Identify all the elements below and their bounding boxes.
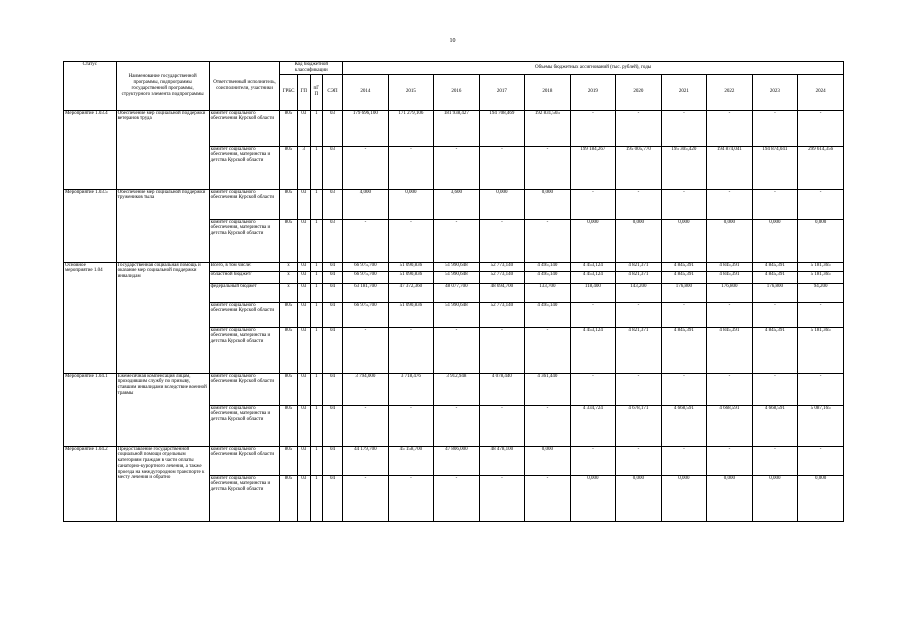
- value-cell: 199 184,267: [570, 146, 616, 189]
- value-cell: 4 845,391: [707, 327, 753, 373]
- value-cell: -: [343, 405, 389, 446]
- header-name: Наименование государственной программы, подпрограммы государственной программы, структурного элемента подпрограммы: [116, 62, 209, 111]
- value-cell: 51 990,648: [434, 271, 480, 283]
- name-cell: Предоставление государственной социальной помощи отдельным категориям граждан в части оплаты санаторно-курортного лечения, а также проезда на междугородном транспорте к месту лечения и обратно: [116, 446, 209, 521]
- value-cell: 176,800: [661, 283, 707, 302]
- value-cell: 194 708,469: [479, 110, 525, 146]
- responsible-cell: комитет социального обеспечения, материнства и детства Курской области: [209, 146, 280, 189]
- value-cell: -: [525, 219, 571, 262]
- code-cell: 1: [310, 283, 322, 302]
- responsible-cell: комитет социального обеспечения Курской области: [209, 110, 280, 146]
- value-cell: 4 821,371: [616, 262, 662, 271]
- value-cell: 4 078,440: [479, 373, 525, 405]
- code-cell: 03: [322, 219, 342, 262]
- value-cell: -: [661, 446, 707, 475]
- value-cell: -: [661, 189, 707, 219]
- value-cell: -: [479, 327, 525, 373]
- responsible-cell: комитет социального обеспечения, материнства и детства Курской области: [209, 475, 280, 521]
- code-cell: 1: [310, 110, 322, 146]
- table-row: [64, 373, 844, 405]
- responsible-cell: комитет социального обеспечения Курской области: [209, 302, 280, 327]
- value-cell: 4 453,124: [570, 271, 616, 283]
- value-cell: -: [434, 405, 480, 446]
- value-cell: 0,000: [752, 475, 798, 521]
- code-cell: 04: [322, 262, 342, 271]
- value-cell: 4 453,124: [570, 327, 616, 373]
- value-cell: 51 090,836: [388, 302, 434, 327]
- table-row: [64, 262, 844, 271]
- value-cell: 3 912,948: [434, 373, 480, 405]
- value-cell: 0,000: [570, 219, 616, 262]
- value-cell: 0,000: [479, 189, 525, 219]
- status-cell: Мероприятие 1.04.2: [64, 446, 117, 521]
- value-cell: 4 495,140: [525, 302, 571, 327]
- code-cell: 04: [322, 283, 342, 302]
- value-cell: -: [525, 146, 571, 189]
- value-cell: -: [798, 302, 844, 327]
- table-row: [64, 189, 844, 219]
- value-cell: 4 668,591: [707, 405, 753, 446]
- value-cell: 4 845,391: [752, 271, 798, 283]
- status-cell: Основное мероприятие 1.04: [64, 262, 117, 373]
- value-cell: 44 179,700: [343, 446, 389, 475]
- code-cell: 04: [322, 373, 342, 405]
- value-cell: -: [616, 110, 662, 146]
- value-cell: -: [479, 146, 525, 189]
- value-cell: 4 821,371: [616, 327, 662, 373]
- header-row-1: [64, 62, 844, 75]
- value-cell: -: [570, 302, 616, 327]
- code-cell: 03: [297, 446, 310, 475]
- value-cell: 195 005,770: [616, 146, 662, 189]
- code-cell: 04: [322, 405, 342, 446]
- value-cell: -: [388, 475, 434, 521]
- value-cell: 4 845,391: [752, 327, 798, 373]
- code-cell: 1: [310, 373, 322, 405]
- value-cell: 52 773,140: [479, 262, 525, 271]
- value-cell: 143,200: [616, 283, 662, 302]
- value-cell: -: [525, 327, 571, 373]
- responsible-cell: комитет социального обеспечения Курской области: [209, 189, 280, 219]
- status-cell: Мероприятие 1.04.1: [64, 373, 117, 446]
- code-cell: 805: [280, 219, 297, 262]
- value-cell: -: [434, 327, 480, 373]
- header-year: 2016: [434, 74, 480, 110]
- value-cell: -: [388, 327, 434, 373]
- status-cell: Мероприятие 1.03.4: [64, 110, 117, 189]
- value-cell: -: [479, 219, 525, 262]
- value-cell: -: [616, 189, 662, 219]
- value-cell: 0,000: [798, 475, 844, 521]
- value-cell: 66 975,700: [343, 302, 389, 327]
- status-cell: Мероприятие 1.03.5: [64, 189, 117, 262]
- header-code: СЭП: [322, 74, 342, 110]
- value-cell: 194 874,041: [707, 146, 753, 189]
- code-cell: 03: [297, 189, 310, 219]
- code-cell: 04: [322, 302, 342, 327]
- value-cell: 0,000: [570, 475, 616, 521]
- value-cell: -: [707, 446, 753, 475]
- header-code: пГП: [310, 74, 322, 110]
- code-cell: x: [280, 271, 297, 283]
- header-year: 2023: [752, 74, 798, 110]
- value-cell: 5 181,365: [798, 327, 844, 373]
- value-cell: 48 077,700: [434, 283, 480, 302]
- value-cell: 4 453,124: [570, 262, 616, 271]
- header-year: 2014: [343, 74, 389, 110]
- value-cell: -: [798, 373, 844, 405]
- code-cell: 1: [310, 302, 322, 327]
- value-cell: 0,000: [798, 219, 844, 262]
- value-cell: 0,000: [388, 189, 434, 219]
- value-cell: 192 831,565: [525, 110, 571, 146]
- value-cell: 4 845,391: [661, 327, 707, 373]
- code-cell: 805: [280, 302, 297, 327]
- responsible-cell: комитет социального обеспечения, материнства и детства Курской области: [209, 219, 280, 262]
- value-cell: -: [343, 219, 389, 262]
- value-cell: 5 087,165: [798, 405, 844, 446]
- value-cell: -: [388, 219, 434, 262]
- value-cell: 194 874,041: [752, 146, 798, 189]
- code-cell: 04: [322, 446, 342, 475]
- value-cell: -: [707, 373, 753, 405]
- value-cell: -: [661, 302, 707, 327]
- value-cell: 4 495,140: [525, 262, 571, 271]
- value-cell: -: [434, 475, 480, 521]
- header-year: 2021: [661, 74, 707, 110]
- responsible-cell: комитет социального обеспечения, материнства и детства Курской области: [209, 405, 280, 446]
- code-cell: 03: [322, 189, 342, 219]
- value-cell: -: [752, 446, 798, 475]
- value-cell: 3 718,476: [388, 373, 434, 405]
- code-cell: 805: [280, 446, 297, 475]
- budget-table: [63, 61, 844, 522]
- value-cell: 48 478,100: [479, 446, 525, 475]
- value-cell: 4 668,591: [752, 405, 798, 446]
- value-cell: -: [570, 373, 616, 405]
- code-cell: 1: [310, 271, 322, 283]
- header-code-group: Код бюджетной классификации: [280, 62, 343, 75]
- value-cell: 4 845,391: [661, 262, 707, 271]
- value-cell: 0,000: [616, 219, 662, 262]
- header-year: 2015: [388, 74, 434, 110]
- code-cell: 1: [310, 446, 322, 475]
- table-row: [64, 110, 844, 146]
- value-cell: 176,800: [707, 283, 753, 302]
- code-cell: 03: [322, 110, 342, 146]
- value-cell: -: [661, 110, 707, 146]
- code-cell: 805: [280, 327, 297, 373]
- value-cell: 3,600: [434, 189, 480, 219]
- value-cell: 5 181,365: [798, 271, 844, 283]
- value-cell: 181 938,427: [434, 110, 480, 146]
- code-cell: 03: [297, 475, 310, 521]
- code-cell: 1: [310, 189, 322, 219]
- value-cell: -: [570, 110, 616, 146]
- code-cell: 805: [280, 146, 297, 189]
- name-cell: Обеспечение мер социальной поддержки ветеранов труда: [116, 110, 209, 189]
- value-cell: -: [661, 373, 707, 405]
- value-cell: 51 090,836: [388, 262, 434, 271]
- value-cell: -: [798, 110, 844, 146]
- responsible-cell: федеральный бюджет: [209, 283, 280, 302]
- value-cell: -: [434, 146, 480, 189]
- code-cell: 1: [310, 146, 322, 189]
- value-cell: -: [570, 446, 616, 475]
- value-cell: 0,000: [707, 475, 753, 521]
- value-cell: -: [616, 302, 662, 327]
- responsible-cell: Всего, в том числе:: [209, 262, 280, 271]
- name-cell: Обеспечение мер социальной поддержки тружеников тыла: [116, 189, 209, 262]
- value-cell: 4 845,391: [707, 262, 753, 271]
- value-cell: 4 495,140: [525, 271, 571, 283]
- value-cell: -: [434, 219, 480, 262]
- code-cell: 3: [297, 146, 310, 189]
- value-cell: 176,800: [752, 283, 798, 302]
- header-amounts-group: Объемы бюджетных ассигнований (тыс. рублей), годы: [343, 62, 844, 75]
- value-cell: 66 975,700: [343, 271, 389, 283]
- code-cell: 03: [297, 271, 310, 283]
- code-cell: 03: [297, 219, 310, 262]
- value-cell: 52 773,140: [479, 302, 525, 327]
- value-cell: 63 181,700: [343, 283, 389, 302]
- code-cell: 1: [310, 405, 322, 446]
- value-cell: -: [752, 302, 798, 327]
- value-cell: -: [525, 475, 571, 521]
- value-cell: 0,000: [525, 446, 571, 475]
- value-cell: 0,000: [752, 219, 798, 262]
- code-cell: 1: [310, 475, 322, 521]
- value-cell: 0,000: [525, 189, 571, 219]
- value-cell: -: [616, 446, 662, 475]
- value-cell: 299 614,356: [798, 146, 844, 189]
- value-cell: -: [752, 189, 798, 219]
- code-cell: x: [280, 262, 297, 271]
- value-cell: 5 181,365: [798, 262, 844, 271]
- value-cell: -: [343, 146, 389, 189]
- value-cell: 52 773,140: [479, 271, 525, 283]
- responsible-cell: комитет социального обеспечения Курской области: [209, 446, 280, 475]
- value-cell: 4 845,391: [661, 271, 707, 283]
- value-cell: 4 845,391: [752, 262, 798, 271]
- value-cell: 0,000: [661, 475, 707, 521]
- value-cell: -: [798, 189, 844, 219]
- value-cell: 0,000: [661, 219, 707, 262]
- value-cell: -: [616, 373, 662, 405]
- code-cell: 03: [297, 283, 310, 302]
- value-cell: 4 361,440: [525, 373, 571, 405]
- value-cell: 51 090,836: [388, 271, 434, 283]
- value-cell: 51 990,648: [434, 302, 480, 327]
- header-status: Статус: [64, 62, 117, 111]
- value-cell: 4 678,171: [616, 405, 662, 446]
- header-year: 2022: [707, 74, 753, 110]
- code-cell: 04: [322, 475, 342, 521]
- code-cell: 1: [310, 262, 322, 271]
- code-cell: 805: [280, 475, 297, 521]
- value-cell: 4,000: [343, 189, 389, 219]
- code-cell: x: [280, 283, 297, 302]
- value-cell: -: [525, 405, 571, 446]
- value-cell: 171 279,106: [388, 110, 434, 146]
- value-cell: 118,400: [570, 283, 616, 302]
- value-cell: -: [798, 446, 844, 475]
- value-cell: 48 694,700: [479, 283, 525, 302]
- value-cell: 45 158,700: [388, 446, 434, 475]
- value-cell: 0,000: [707, 219, 753, 262]
- value-cell: 3 794,000: [343, 373, 389, 405]
- responsible-cell: областной бюджет/: [209, 271, 280, 283]
- value-cell: -: [388, 146, 434, 189]
- code-cell: 805: [280, 189, 297, 219]
- header-code: ГРБС: [280, 74, 297, 110]
- value-cell: 4 845,391: [707, 271, 753, 283]
- code-cell: 03: [297, 110, 310, 146]
- code-cell: 805: [280, 110, 297, 146]
- value-cell: -: [707, 110, 753, 146]
- value-cell: 51 990,648: [434, 262, 480, 271]
- code-cell: 805: [280, 405, 297, 446]
- value-cell: 4 668,591: [661, 405, 707, 446]
- value-cell: 47 806,000: [434, 446, 480, 475]
- value-cell: -: [479, 475, 525, 521]
- header-year: 2020: [616, 74, 662, 110]
- header-year: 2017: [479, 74, 525, 110]
- code-cell: 03: [322, 146, 342, 189]
- code-cell: 03: [297, 262, 310, 271]
- code-cell: 04: [322, 327, 342, 373]
- value-cell: -: [707, 302, 753, 327]
- value-cell: 47 372,360: [388, 283, 434, 302]
- value-cell: 133,700: [525, 283, 571, 302]
- value-cell: 94,200: [798, 283, 844, 302]
- table-row: [64, 446, 844, 475]
- code-cell: 04: [322, 271, 342, 283]
- code-cell: 03: [297, 405, 310, 446]
- value-cell: -: [752, 110, 798, 146]
- value-cell: -: [343, 327, 389, 373]
- value-cell: 4 821,371: [616, 271, 662, 283]
- header-year: 2024: [798, 74, 844, 110]
- header-year: 2018: [525, 74, 571, 110]
- value-cell: 195 305,420: [661, 146, 707, 189]
- header-year: 2019: [570, 74, 616, 110]
- code-cell: 1: [310, 327, 322, 373]
- code-cell: 03: [297, 302, 310, 327]
- code-cell: 805: [280, 373, 297, 405]
- header-code: ГП: [297, 74, 310, 110]
- code-cell: 03: [297, 327, 310, 373]
- responsible-cell: комитет социального обеспечения, материнства и детства Курской области: [209, 327, 280, 373]
- responsible-cell: комитет социального обеспечения Курской области: [209, 373, 280, 405]
- value-cell: 4 334,724: [570, 405, 616, 446]
- name-cell: Ежемесячная компенсация лицам, проходившим службу по призыву, ставшим инвалидами вследствие военной травмы: [116, 373, 209, 446]
- value-cell: 179 696,100: [343, 110, 389, 146]
- value-cell: -: [388, 405, 434, 446]
- header-responsible: Ответственный исполнитель, соисполнители, участники: [209, 62, 280, 111]
- name-cell: Государственная социальная помощь и оказание мер социальной поддержки инвалидам: [116, 262, 209, 373]
- value-cell: -: [707, 189, 753, 219]
- value-cell: 0,000: [616, 475, 662, 521]
- value-cell: -: [570, 189, 616, 219]
- value-cell: -: [343, 475, 389, 521]
- code-cell: 1: [310, 219, 322, 262]
- value-cell: -: [752, 373, 798, 405]
- value-cell: 66 975,700: [343, 262, 389, 271]
- page-number: 10: [449, 38, 456, 44]
- value-cell: -: [479, 405, 525, 446]
- code-cell: 03: [297, 373, 310, 405]
